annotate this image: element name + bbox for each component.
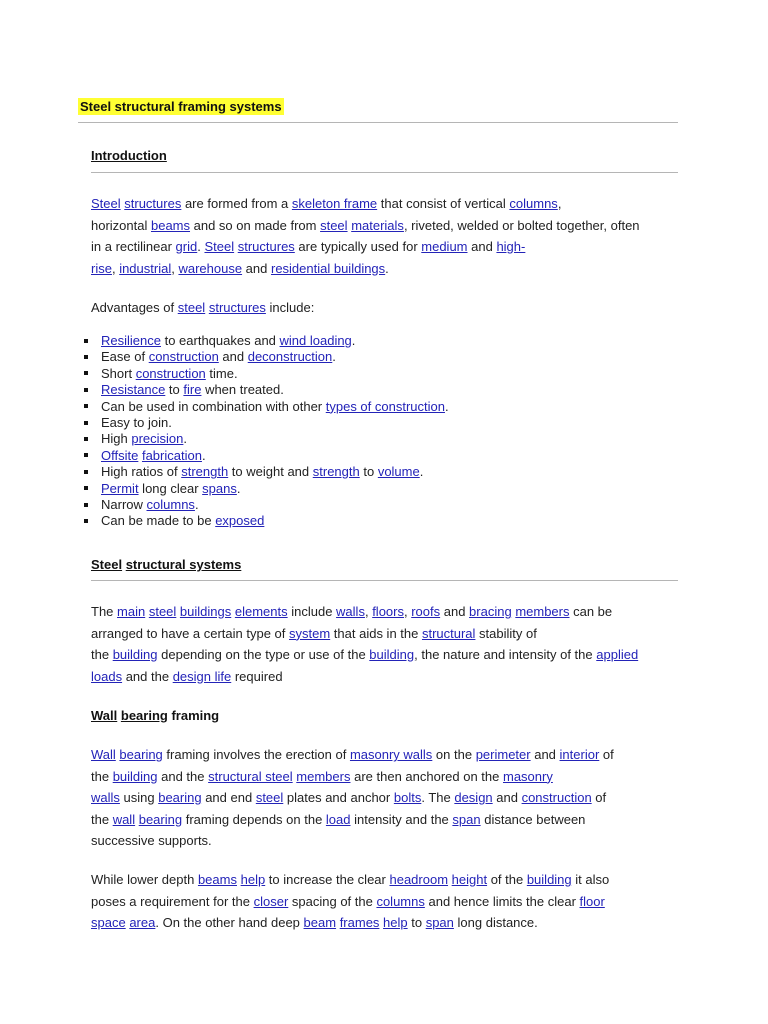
text-run: , [171, 260, 179, 276]
link-elements[interactable]: elements [234, 604, 288, 619]
link-applied[interactable]: applied [596, 647, 639, 662]
text-line [91, 891, 691, 913]
text-run: to increase the clear [265, 872, 390, 887]
link-wind-loading[interactable]: wind loading [279, 333, 352, 348]
text-run: and [467, 239, 497, 254]
link-medium[interactable]: medium [421, 239, 468, 254]
text-line [91, 766, 691, 788]
link-building[interactable]: building [526, 872, 572, 887]
text-run: and the [122, 668, 173, 684]
heading-word: structural systems [125, 557, 242, 572]
text-line [91, 830, 691, 852]
text-run: and [242, 260, 271, 276]
text-run: spacing of the [288, 893, 377, 909]
bullet-square-icon [84, 453, 88, 457]
bullet-square-icon [84, 519, 88, 523]
link-strength[interactable]: strength [312, 464, 360, 480]
text-line [91, 623, 691, 645]
text-run: to weight and [228, 464, 313, 480]
text-run: framing [167, 708, 220, 723]
text-run: . The [421, 790, 455, 805]
text-run: and hence limits the clear [424, 893, 580, 909]
link-members[interactable]: members [515, 604, 570, 619]
text-run: , [111, 260, 120, 276]
link-deconstruction[interactable]: deconstruction [247, 349, 333, 365]
link-span[interactable]: span [425, 915, 454, 930]
text-run: stability of [475, 625, 537, 641]
link-wall[interactable]: wall [112, 811, 136, 827]
list-item [84, 497, 644, 513]
text-run: Short [101, 365, 136, 381]
text-line [91, 912, 691, 934]
link-fire[interactable]: fire [183, 382, 202, 398]
text-line [91, 236, 691, 258]
text-run: . [351, 333, 356, 348]
text-run: The [91, 604, 118, 619]
bullet-square-icon [84, 371, 88, 375]
text-run: of [599, 747, 614, 762]
text-run: the [91, 811, 113, 827]
link-construction[interactable]: construction [135, 365, 206, 381]
text-line [91, 258, 691, 280]
text-run: . [236, 480, 241, 496]
list-item [84, 399, 644, 415]
bullet-square-icon [84, 437, 88, 441]
link-precision[interactable]: precision [131, 431, 184, 447]
link-resistance[interactable]: Resistance [101, 382, 166, 398]
text-run: are then anchored on the [350, 768, 503, 784]
list-item [84, 415, 644, 431]
list-item [84, 366, 644, 382]
wall-paragraph-1 [91, 744, 691, 852]
link-high[interactable]: high- [496, 239, 526, 254]
systems-paragraph [91, 601, 691, 687]
intro-heading [91, 148, 167, 164]
text-run: . [197, 239, 205, 254]
link-strength[interactable]: strength [181, 464, 229, 480]
link-structures[interactable]: structures [208, 300, 266, 315]
text-line [91, 601, 691, 623]
bullet-square-icon [84, 470, 88, 474]
link-steel[interactable]: steel [320, 217, 348, 233]
text-run: Can be made to be [101, 513, 216, 529]
text-run: to [359, 464, 378, 480]
link-steel[interactable]: Steel [91, 196, 121, 211]
intro-heading-text: Introduction [91, 148, 167, 163]
link-members[interactable]: members [296, 768, 351, 784]
text-run: successive supports. [91, 833, 212, 848]
link-help[interactable]: help [240, 872, 266, 887]
intro-divider [91, 172, 678, 173]
link-grid[interactable]: grid [175, 239, 198, 254]
text-run: when treated. [201, 382, 284, 398]
text-run: and end [201, 790, 256, 805]
text-run: . On the other hand deep [155, 915, 304, 930]
text-run: time. [205, 365, 238, 381]
text-run: can be [569, 604, 613, 619]
link-resilience[interactable]: Resilience [101, 333, 161, 348]
text-run: Can be used in combination with other [101, 398, 326, 414]
text-run: long distance. [453, 915, 538, 930]
link-main[interactable]: main [117, 604, 146, 619]
link-skeleton-frame[interactable]: skeleton frame [291, 196, 378, 211]
text-run: are formed from a [181, 196, 292, 211]
link-closer[interactable]: closer [253, 893, 289, 909]
link-structures[interactable]: structures [237, 239, 295, 254]
text-run: , [364, 604, 373, 619]
list-item [84, 333, 644, 349]
text-run: to [407, 915, 426, 930]
text-run: it also [571, 872, 610, 887]
link-building[interactable]: building [112, 647, 158, 662]
text-run: that aids in the [330, 625, 422, 641]
heading-word: bearing [120, 708, 168, 723]
link-bearing[interactable]: bearing [158, 790, 202, 805]
text-run: using [119, 790, 159, 805]
link-warehouse[interactable]: warehouse [178, 260, 243, 276]
text-line [91, 644, 691, 666]
link-structural-steel[interactable]: structural steel [208, 768, 293, 784]
text-line [91, 215, 691, 237]
text-run: , [403, 604, 412, 619]
link-bearing[interactable]: bearing [138, 811, 183, 827]
link-structures[interactable]: structures [124, 196, 182, 211]
link-area[interactable]: area [129, 915, 156, 930]
text-run: , the nature and intensity of the [414, 647, 597, 662]
link-industrial[interactable]: industrial [119, 260, 172, 276]
text-line [91, 744, 691, 766]
text-run: framing involves the erection of [162, 747, 350, 762]
list-item [84, 349, 644, 365]
link-residential-buildings[interactable]: residential buildings [270, 260, 386, 276]
list-item [84, 448, 644, 464]
text-run: that consist of vertical [377, 196, 510, 211]
text-line [91, 787, 691, 809]
text-run: and so on made from [190, 217, 321, 233]
systems-divider [91, 580, 678, 581]
text-run: and [530, 747, 560, 762]
bullet-square-icon [84, 339, 88, 343]
text-run: and [492, 790, 522, 805]
text-run: include [287, 604, 337, 619]
text-run: required [231, 668, 283, 684]
link-headroom[interactable]: headroom [389, 872, 449, 887]
link-steel[interactable]: steel [255, 790, 284, 805]
text-run: on the [432, 747, 476, 762]
text-run: the [91, 768, 113, 784]
text-run: plates and anchor [283, 790, 394, 805]
link-materials[interactable]: materials [351, 217, 404, 233]
link-columns[interactable]: columns [376, 893, 425, 909]
text-run: , riveted, welded or bolted together, often [403, 217, 640, 233]
wall-paragraph-2 [91, 869, 691, 934]
list-item [84, 464, 644, 480]
link-span[interactable]: span [452, 811, 481, 827]
bullet-square-icon [84, 388, 88, 392]
document-title: Steel structural framing systems [80, 99, 282, 114]
link-floor[interactable]: floor [579, 893, 605, 909]
link-construction[interactable]: construction [148, 349, 219, 365]
link-perimeter[interactable]: perimeter [475, 747, 531, 762]
link-beams[interactable]: beams [197, 872, 237, 887]
advantages-lead [91, 297, 691, 319]
wall-heading [91, 708, 219, 724]
link-height[interactable]: height [451, 872, 488, 887]
link-masonry-walls[interactable]: masonry walls [349, 747, 433, 762]
text-run: . [183, 431, 188, 447]
text-run: , [557, 196, 562, 211]
text-run: to earthquakes and [160, 333, 280, 348]
link-bearing[interactable]: bearing [119, 747, 163, 762]
text-run: . [419, 464, 424, 480]
text-run: arranged to have a certain type of [91, 625, 290, 641]
text-run: of [591, 790, 607, 805]
link-floors[interactable]: floors [372, 604, 404, 619]
text-run: depending on the type or use of the [157, 647, 370, 662]
link-building[interactable]: building [369, 647, 415, 662]
text-line [91, 297, 691, 319]
text-run: to [165, 382, 184, 398]
text-run: the [91, 647, 113, 662]
list-item [84, 431, 644, 447]
systems-heading [91, 557, 241, 573]
intro-paragraph [91, 193, 691, 279]
text-run: distance between [480, 811, 586, 827]
text-run: Ease of [101, 349, 149, 365]
link-fabrication[interactable]: fabrication [141, 447, 202, 463]
text-run: Advantages of [91, 300, 178, 315]
text-run: include: [265, 300, 315, 315]
bullet-square-icon [84, 355, 88, 359]
text-line [91, 869, 691, 891]
link-design-life[interactable]: design life [172, 668, 232, 684]
bullet-square-icon [84, 486, 88, 490]
text-run: and [440, 604, 470, 619]
text-run: . [332, 349, 336, 365]
text-run: While lower depth [91, 872, 198, 887]
bullet-square-icon [84, 503, 88, 507]
link-construction[interactable]: construction [521, 790, 592, 805]
link-load[interactable]: load [325, 811, 351, 827]
text-run: and the [157, 768, 209, 784]
bullet-square-icon [84, 421, 88, 425]
text-run: Narrow [101, 497, 147, 513]
text-run: in a rectilinear [91, 239, 176, 254]
text-run: . [385, 260, 389, 276]
list-item [84, 513, 644, 529]
link-roofs[interactable]: roofs [411, 604, 441, 619]
link-masonry[interactable]: masonry [503, 768, 553, 784]
text-run: are typically used for [294, 239, 422, 254]
heading-word: Steel [91, 557, 123, 572]
link-exposed[interactable]: exposed [215, 513, 265, 529]
link-bolts[interactable]: bolts [393, 790, 422, 805]
link-walls[interactable]: walls [336, 604, 365, 619]
link-steel[interactable]: steel [148, 604, 177, 619]
link-bracing[interactable]: bracing [469, 604, 512, 619]
list-item [84, 382, 644, 398]
text-run: of the [487, 872, 527, 887]
link-types-of-construction[interactable]: types of construction [325, 398, 445, 414]
link-steel[interactable]: Steel [204, 239, 235, 254]
heading-word: Wall [91, 708, 118, 723]
link-walls[interactable]: walls [91, 790, 120, 805]
link-columns[interactable]: columns [146, 497, 195, 513]
link-structural[interactable]: structural [421, 625, 476, 641]
link-buildings[interactable]: buildings [179, 604, 232, 619]
link-building[interactable]: building [112, 768, 158, 784]
text-run: intensity and the [350, 811, 453, 827]
link-permit[interactable]: Permit [101, 480, 139, 496]
advantages-list [84, 333, 644, 530]
text-run: poses a requirement for the [91, 893, 254, 909]
link-spans[interactable]: spans [202, 480, 237, 496]
link-offsite[interactable]: Offsite [101, 447, 139, 463]
title-divider [78, 122, 678, 123]
text-line [91, 809, 691, 831]
text-line [91, 193, 691, 215]
text-run: High [101, 431, 132, 447]
link-frames[interactable]: frames [339, 915, 380, 930]
text-run: long clear [138, 480, 203, 496]
link-help[interactable]: help [383, 915, 408, 930]
link-beams[interactable]: beams [150, 217, 191, 233]
text-run: Easy to join. [101, 415, 172, 431]
link-design[interactable]: design [454, 790, 493, 805]
text-run: . [194, 497, 199, 513]
text-run: . [201, 447, 206, 463]
bullet-square-icon [84, 404, 88, 408]
text-run: and [218, 349, 248, 365]
text-run: . [444, 398, 449, 414]
link-wall[interactable]: Wall [91, 747, 116, 762]
text-run: High ratios of [101, 464, 182, 480]
link-system[interactable]: system [289, 625, 331, 641]
text-run: horizontal [91, 217, 151, 233]
text-line [91, 666, 691, 688]
link-loads[interactable]: loads [91, 668, 123, 684]
text-run: framing depends on the [182, 811, 326, 827]
link-columns[interactable]: columns [509, 196, 558, 211]
list-item [84, 481, 644, 497]
link-space[interactable]: space [91, 915, 126, 930]
link-steel[interactable]: steel [177, 300, 206, 315]
link-beam[interactable]: beam [303, 915, 337, 930]
link-rise[interactable]: rise [91, 260, 112, 276]
link-interior[interactable]: interior [559, 747, 600, 762]
link-volume[interactable]: volume [377, 464, 420, 480]
